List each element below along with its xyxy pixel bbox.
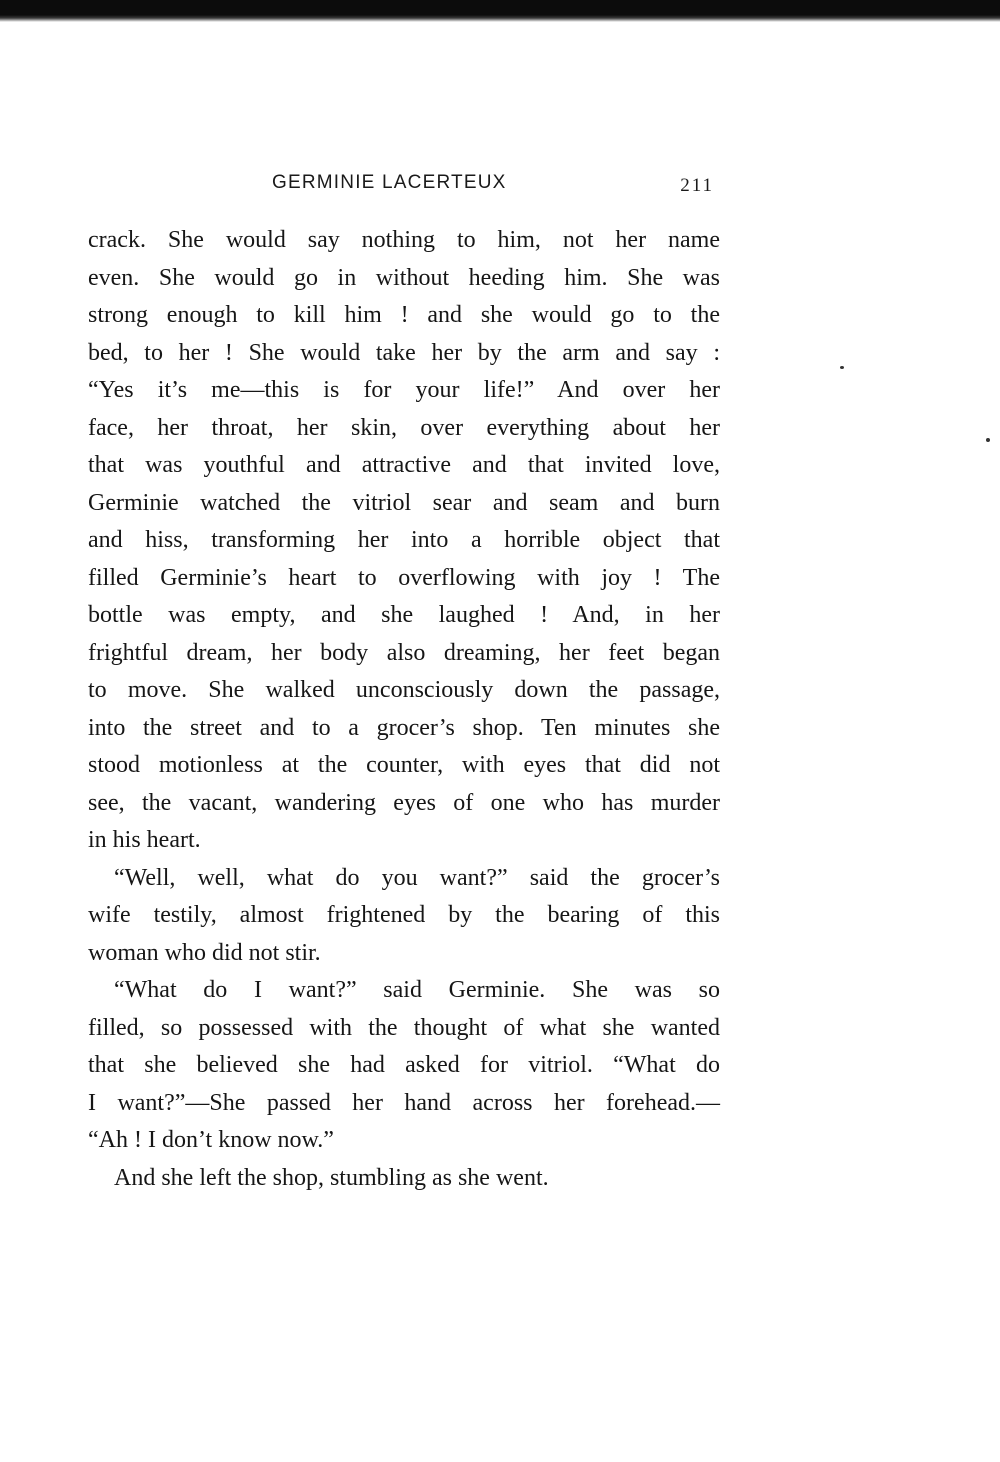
scan-top-edge	[0, 0, 1000, 22]
text-line: that was youthful and attractive and that invited love,	[88, 452, 720, 478]
text-line: “Yes it’s me—this is for your life!” And over her	[88, 377, 720, 403]
text-line: that she believed she had asked for vitriol. “What do	[88, 1052, 720, 1078]
text-line: “Well, well, what do you want?” said the grocer’s	[114, 864, 720, 891]
text-line: in his heart.	[88, 827, 201, 853]
text-line: even. She would go in without heeding him. She was	[88, 264, 720, 291]
page-number: 211	[680, 175, 714, 196]
text-line: woman who did not stir.	[88, 939, 321, 966]
text-line: bottle was empty, and she laughed ! And, in her	[88, 602, 720, 628]
text-line: Germinie watched the vitriol sear and seam and burn	[88, 489, 720, 516]
text-line: filled, so possessed with the thought of what she wanted	[88, 1014, 720, 1041]
text-line: And she left the shop, stumbling as she went.	[114, 1164, 549, 1191]
text-line: “What do I want?” said Germinie. She was so	[114, 977, 720, 1003]
scan-speck	[986, 438, 990, 442]
paragraph	[88, 222, 720, 860]
text-line: and hiss, transforming her into a horrible object that	[88, 527, 720, 553]
book-page	[88, 172, 720, 1197]
text-line: wife testily, almost frightened by the bearing of this	[88, 902, 720, 928]
text-line: see, the vacant, wandering eyes of one who has murder	[88, 789, 720, 816]
text-line: bed, to her ! She would take her by the arm and say :	[88, 339, 720, 366]
text-line: stood motionless at the counter, with eyes that did not	[88, 752, 720, 778]
text-line: “Ah ! I don’t know now.”	[88, 1127, 334, 1153]
text-line: frightful dream, her body also dreaming, her feet began	[88, 639, 720, 666]
paragraph	[88, 1160, 720, 1198]
paragraph	[88, 860, 720, 973]
text-line: crack. She would say nothing to him, not her name	[88, 227, 720, 253]
text-line: filled Germinie’s heart to overflowing with joy ! The	[88, 564, 720, 591]
text-line: I want?”—She passed her hand across her forehead.—	[88, 1089, 720, 1116]
text-line: into the street and to a grocer’s shop. Ten minutes she	[88, 714, 720, 741]
text-line: strong enough to kill him ! and she would go to the	[88, 302, 720, 328]
text-line: face, her throat, her skin, over everything about her	[88, 414, 720, 441]
text-line: to move. She walked unconsciously down the passage,	[88, 677, 720, 703]
running-header	[88, 172, 720, 202]
scan-speck	[840, 366, 844, 369]
running-title: GERMINIE LACERTEUX	[272, 172, 507, 193]
paragraph	[88, 972, 720, 1160]
